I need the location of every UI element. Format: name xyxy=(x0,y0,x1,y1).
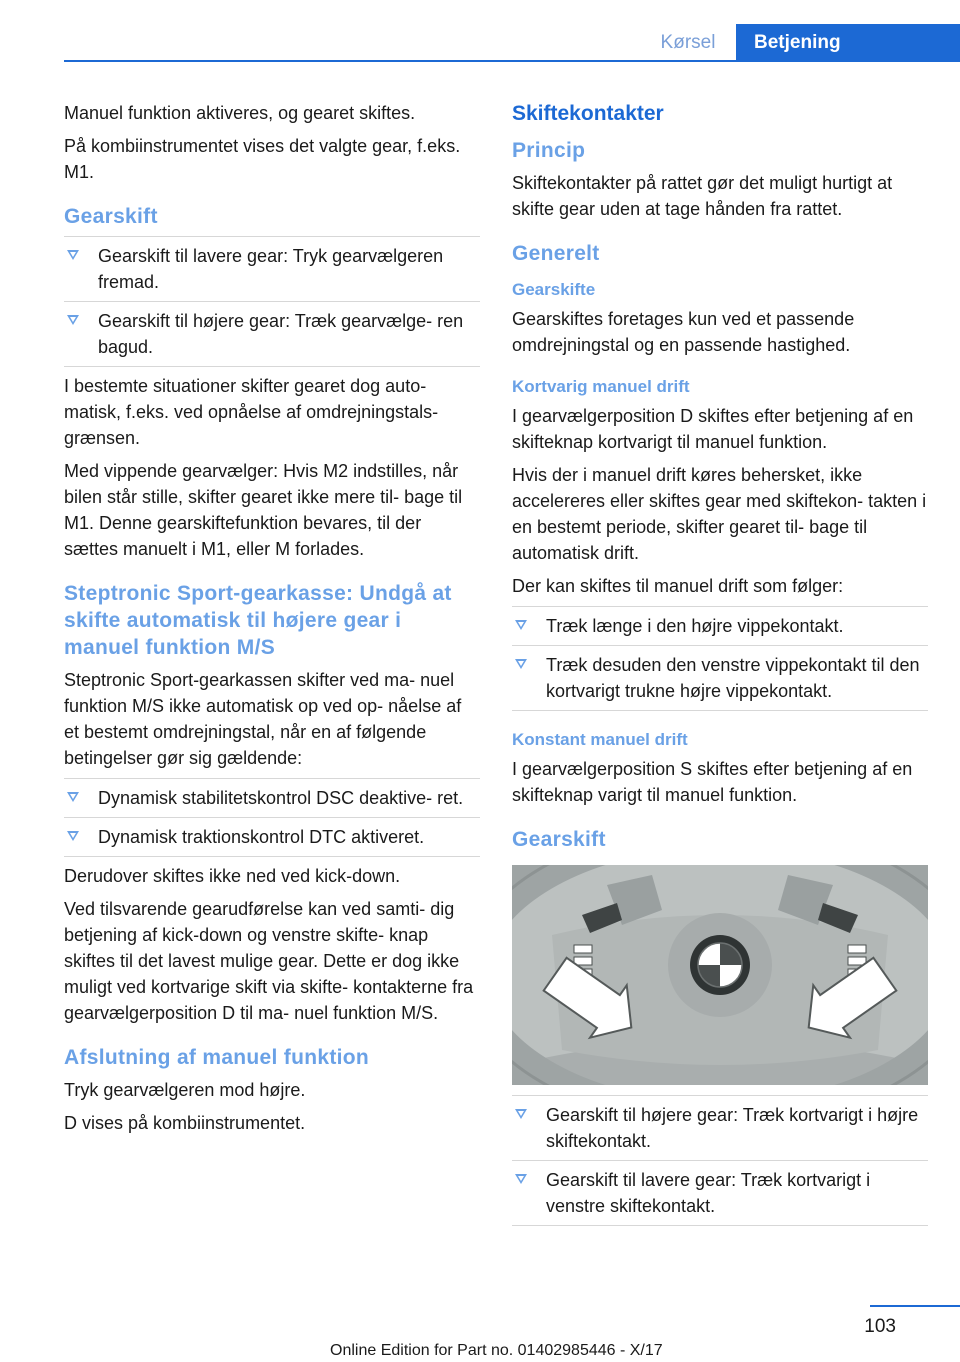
triangle-bullet-icon xyxy=(67,831,79,841)
steering-wheel-figure xyxy=(512,865,928,1085)
list-item-text: Gearskift til højere gear: Træk gearvælge‐ ren bagud. xyxy=(98,311,464,357)
page-number: 103 xyxy=(864,1316,896,1337)
list-item xyxy=(512,606,928,646)
tab-betjening[interactable] xyxy=(736,24,960,62)
list-item xyxy=(512,1161,928,1226)
subheading-gearskifte: Gearskifte xyxy=(512,280,596,299)
bullet-list xyxy=(512,606,928,711)
heading-steptronic: Steptronic Sport-gearkasse: Undgå at skifte automatisk til højere gear i manuel funktion M/S xyxy=(64,582,452,659)
subheading-konstant: Konstant manuel drift xyxy=(512,730,688,749)
subheading-kortvarig: Kortvarig manuel drift xyxy=(512,377,690,396)
right-column xyxy=(512,100,928,1232)
paragraph: I gearvælgerposition D skiftes efter betjening af en skifteknap kortvarigt til manuel funktion. xyxy=(512,406,914,452)
paragraph: Ved tilsvarende gearudførelse kan ved samti‐ dig betjening af kick-down og venstre skifte‐ knap skiftes til det lavest mulige gear. Dette er dog ikke muligt ved kortvarige skift via skifte‐ kontakterne fra gearvælgerposition D til ma‐ nuel funktion M/S. xyxy=(64,899,474,1023)
list-item xyxy=(64,236,480,302)
paragraph: Gearskiftes foretages kun ved et passende omdrejningstal og en passende hastighed. xyxy=(512,309,855,355)
triangle-bullet-icon xyxy=(515,620,527,630)
heading-gearskift: Gearskift xyxy=(64,205,158,228)
paragraph: I gearvælgerposition S skiftes efter betjening af en skifteknap varigt til manuel funktion. xyxy=(512,759,913,805)
paragraph: Med vippende gearvælger: Hvis M2 indstilles, når bilen står stille, skifter gearet ikke mere til‐ bage til M1. Denne gearskiftefunktion bevares, til der sættes manuelt i M1, eller M forlades. xyxy=(64,461,463,559)
list-item xyxy=(64,778,480,818)
heading-afslutning: Afslutning af manuel funktion xyxy=(64,1046,370,1069)
edition-note: Online Edition for Part no. 01402985446 - X/17 xyxy=(330,1342,663,1359)
left-column xyxy=(64,100,480,1143)
list-item-text: Gearskift til lavere gear: Tryk gearvælgeren fremad. xyxy=(98,246,444,292)
triangle-bullet-icon xyxy=(67,315,79,325)
tab-betjening-label: Betjening xyxy=(754,32,841,53)
triangle-bullet-icon xyxy=(67,250,79,260)
triangle-bullet-icon xyxy=(67,792,79,802)
list-item-text: Træk desuden den venstre vippekontakt til den kortvarigt trukne højre vippekontakt. xyxy=(546,655,920,701)
paragraph: Hvis der i manuel drift køres behersket, ikke accelereres eller skiftes gear med skiftekon‐ takten i en bestemt periode, skifter gearet til‐ bage til automatisk drift. xyxy=(512,465,927,563)
bullet-list xyxy=(64,236,480,367)
paragraph: Skiftekontakter på rattet gør det muligt hurtigt at skifte gear uden at tage hånden fra rattet. xyxy=(512,173,893,219)
footer xyxy=(0,1300,960,1362)
list-item-text: Træk længe i den højre vippekontakt. xyxy=(546,616,844,636)
paragraph: D vises på kombiinstrumentet. xyxy=(64,1113,306,1133)
paragraph: I bestemte situationer skifter gearet dog auto‐ matisk, f.eks. ved opnåelse af omdrejningstals‐ grænsen. xyxy=(64,376,439,448)
list-item xyxy=(512,1095,928,1161)
paragraph: Derudover skiftes ikke ned ved kick-down. xyxy=(64,866,401,886)
triangle-bullet-icon xyxy=(515,1109,527,1119)
list-item-text: Dynamisk traktionskontrol DTC aktiveret. xyxy=(98,827,425,847)
heading-skiftekontakter: Skiftekontakter xyxy=(512,102,664,125)
list-item-text: Gearskift til lavere gear: Træk kortvarigt i venstre skiftekontakt. xyxy=(546,1170,871,1216)
bullet-list xyxy=(64,778,480,857)
triangle-bullet-icon xyxy=(515,1174,527,1184)
list-item xyxy=(512,646,928,711)
paragraph: Tryk gearvælgeren mod højre. xyxy=(64,1080,306,1100)
bullet-list xyxy=(512,1095,928,1226)
heading-princip: Princip xyxy=(512,139,586,162)
list-item-text: Dynamisk stabilitetskontrol DSC deaktive‐ ret. xyxy=(98,788,464,808)
triangle-bullet-icon xyxy=(515,659,527,669)
list-item xyxy=(64,302,480,367)
heading-gearskift-right: Gearskift xyxy=(512,828,606,851)
paragraph: Manuel funktion aktiveres, og gearet skiftes. xyxy=(64,103,416,123)
heading-generelt: Generelt xyxy=(512,242,600,265)
paragraph: Der kan skiftes til manuel drift som følger: xyxy=(512,576,844,596)
paragraph: På kombiinstrumentet vises det valgte gear, f.eks. M1. xyxy=(64,136,461,182)
list-item-text: Gearskift til højere gear: Træk kortvarigt i højre skiftekontakt. xyxy=(546,1105,919,1151)
paragraph: Steptronic Sport-gearkassen skifter ved ma‐ nuel funktion M/S ikke automatisk op ved op‐ nåelse af et bestemt omdrejningstal, når en af følgende betingelser gør sig gældende: xyxy=(64,670,462,768)
steering-wheel-illustration xyxy=(512,865,928,1085)
list-item xyxy=(64,818,480,857)
tab-korsel[interactable]: Kørsel xyxy=(660,32,716,53)
footer-rule xyxy=(870,1305,960,1307)
